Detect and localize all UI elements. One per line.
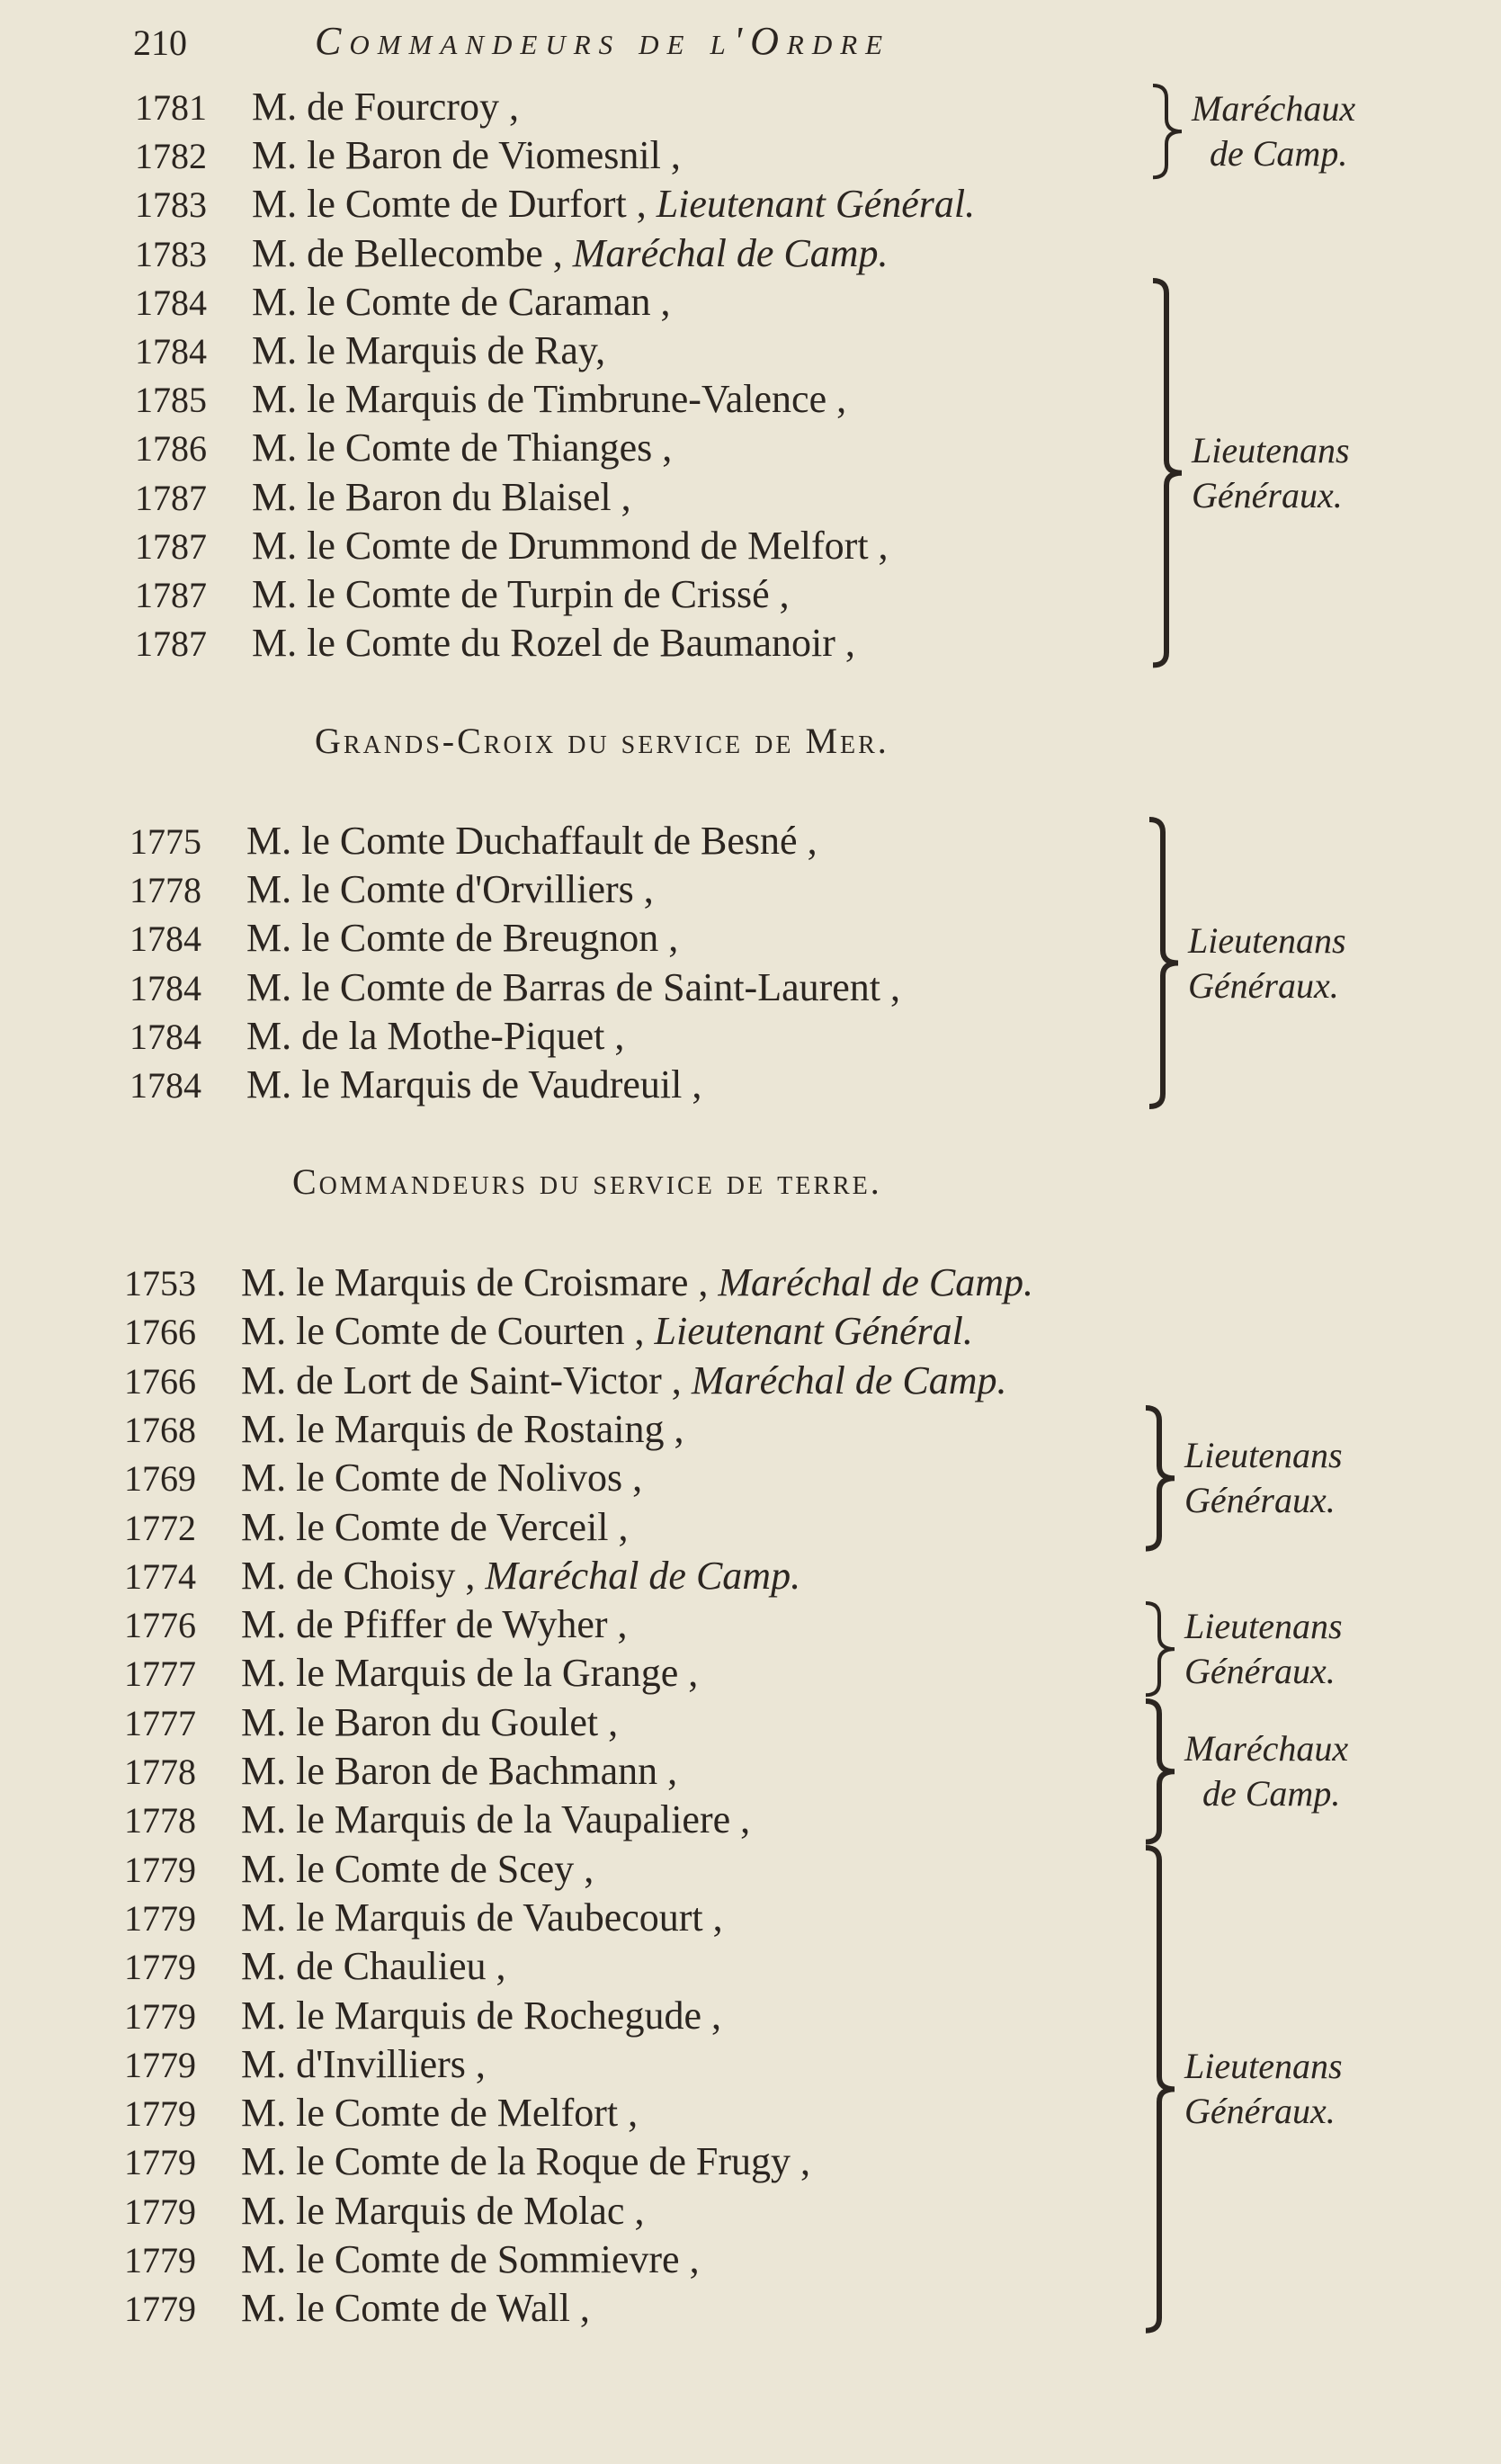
- entry-row: [124, 1357, 1007, 1405]
- brace-icon: [1144, 1848, 1175, 2331]
- entry-row: [135, 522, 889, 570]
- entry-row: [124, 1649, 698, 1698]
- entry-name: M. le Marquis de Croismare ,: [241, 1260, 719, 1304]
- entry-name: M. le Comte de Breugnon ,: [246, 916, 679, 961]
- entry-year: 1777: [124, 1702, 196, 1743]
- entry-year: 1779: [124, 2240, 196, 2280]
- entry-year: 1778: [130, 870, 201, 911]
- entry-row: [135, 229, 889, 278]
- entry-year: 1768: [124, 1409, 196, 1450]
- brace-icon: [1144, 1701, 1175, 1842]
- entry-row: [124, 1845, 594, 1894]
- entry-year: 1779: [124, 2044, 196, 2085]
- entry-year: 1786: [135, 428, 207, 470]
- entry-name: M. de Choisy ,: [241, 1553, 486, 1598]
- entry-name: M. de Chaulieu ,: [241, 1944, 506, 1989]
- entry-name: M. de Lort de Saint-Victor ,: [241, 1357, 692, 1402]
- entry-row: [124, 2089, 638, 2137]
- entry-name: M. le Comte de Wall ,: [241, 2286, 590, 2331]
- entry-name: M. de Bellecombe ,: [252, 230, 573, 275]
- rank-label-line: Généraux.: [1184, 1651, 1336, 1692]
- entry-year: 1778: [124, 1800, 196, 1841]
- entry-row: [130, 963, 900, 1012]
- entry-year: 1779: [124, 2093, 196, 2135]
- entry-rank: Maréchal de Camp.: [718, 1260, 1034, 1304]
- rank-label-line: de Camp.: [1210, 133, 1348, 175]
- entry-year: 1784: [130, 918, 201, 960]
- entry-name: M. le Comte de Verceil ,: [241, 1504, 629, 1549]
- entry-row: [124, 2236, 700, 2284]
- entry-name: M. le Comte de Thianges ,: [252, 426, 673, 470]
- entry-name: M. le Comte de Drummond de Melfort ,: [252, 523, 889, 568]
- entry-row: [124, 1307, 973, 1356]
- entry-row: [124, 2040, 486, 2089]
- entry-name: M. le Comte de Turpin de Crissé ,: [252, 572, 790, 616]
- entry-row: [130, 1061, 701, 1109]
- entry-row: [135, 570, 790, 619]
- entry-rank: Maréchal de Camp.: [485, 1553, 801, 1598]
- brace-rank-label: [1188, 918, 1346, 1008]
- entry-name: M. le Comte du Rozel de Baumanoir ,: [252, 621, 855, 666]
- entry-year: 1783: [135, 233, 207, 274]
- entry-name: M. le Comte de Caraman ,: [252, 279, 671, 324]
- entry-row: [135, 424, 672, 472]
- entry-year: 1779: [124, 1947, 196, 1988]
- entry-row: [124, 1698, 618, 1747]
- entry-year: 1784: [130, 1016, 201, 1057]
- section-heading: Commandeurs du service de terre.: [292, 1161, 882, 1202]
- running-head: Commandeurs de l'Ordre: [315, 19, 891, 63]
- entry-name: M. d'Invilliers ,: [241, 2041, 486, 2086]
- entry-year: 1778: [124, 1752, 196, 1792]
- entry-year: 1787: [135, 575, 207, 615]
- entry-row: [124, 2284, 590, 2333]
- entry-year: 1779: [124, 2191, 196, 2232]
- entry-name: M. le Marquis de Rochegude ,: [241, 1993, 721, 2038]
- entry-year: 1784: [135, 331, 207, 372]
- entry-year: 1782: [135, 136, 207, 177]
- entry-name: M. le Comte de Courten ,: [241, 1309, 655, 1354]
- entry-row: [124, 2187, 644, 2236]
- entry-name: M. le Comte de Nolivos ,: [241, 1456, 643, 1501]
- brace-rank-label: [1184, 1604, 1343, 1694]
- entry-name: M. le Marquis de Timbrune-Valence ,: [252, 377, 847, 422]
- entry-row: [124, 1503, 629, 1552]
- rank-label-line: Lieutenans: [1184, 1435, 1343, 1476]
- entry-year: 1779: [124, 1897, 196, 1939]
- entry-row: [135, 327, 605, 375]
- rank-label-line: Généraux.: [1188, 964, 1339, 1006]
- entry-name: M. le Marquis de la Vaupaliere ,: [241, 1797, 751, 1842]
- entry-year: 1784: [130, 967, 201, 1008]
- rank-label-line: Lieutenans: [1188, 919, 1346, 961]
- entry-row: [135, 278, 671, 327]
- rank-label-line: Généraux.: [1184, 1480, 1336, 1521]
- rank-label-line: Lieutenans: [1184, 1606, 1343, 1647]
- brace-icon: [1144, 1603, 1175, 1695]
- page-number: 210: [133, 22, 187, 63]
- entry-rank: Lieutenant Général.: [656, 182, 976, 227]
- entry-row: [124, 2137, 810, 2186]
- entry-name: M. le Comte de Sommievre ,: [241, 2237, 700, 2281]
- entry-year: 1779: [124, 2289, 196, 2330]
- entry-name: M. le Marquis de Rostaing ,: [241, 1406, 684, 1451]
- entry-name: M. le Baron du Goulet ,: [241, 1699, 619, 1744]
- entry-name: M. le Comte Duchaffault de Besné ,: [246, 819, 818, 863]
- rank-label-line: Généraux.: [1184, 2090, 1336, 2131]
- entry-name: M. le Comte de Barras de Saint-Laurent ,: [246, 964, 901, 1009]
- entry-name: M. le Comte d'Orvilliers ,: [246, 867, 654, 912]
- entry-name: M. le Baron du Blaisel ,: [252, 474, 631, 519]
- brace-rank-label: [1184, 1726, 1348, 1816]
- entry-name: M. le Marquis de Vaubecourt ,: [241, 1895, 723, 1940]
- entry-name: M. le Marquis de Vaudreuil ,: [246, 1062, 702, 1107]
- entry-year: 1779: [124, 1995, 196, 2037]
- entry-row: [135, 83, 519, 131]
- brace-rank-label: [1192, 428, 1350, 518]
- entry-row: [135, 473, 631, 522]
- entry-row: [124, 1600, 628, 1649]
- rank-label-line: Lieutenans: [1192, 429, 1350, 470]
- rank-label-line: Maréchaux: [1184, 1728, 1349, 1769]
- rank-label-line: Maréchaux: [1192, 88, 1356, 130]
- entry-name: M. le Marquis de Molac ,: [241, 2188, 645, 2233]
- entry-name: M. le Baron de Viomesnil ,: [252, 133, 681, 178]
- entry-name: M. le Comte de Scey ,: [241, 1846, 594, 1891]
- entry-row: [124, 1454, 642, 1502]
- entry-name: M. de Fourcroy ,: [252, 85, 519, 129]
- rank-label-line: Lieutenans: [1184, 2045, 1343, 2086]
- brace-rank-label: [1184, 1433, 1343, 1523]
- entry-name: M. de la Mothe-Piquet ,: [246, 1013, 625, 1058]
- entry-row: [130, 914, 678, 963]
- entry-name: M. le Marquis de Ray,: [252, 328, 606, 372]
- entry-row: [124, 1942, 506, 1991]
- entry-rank: Maréchal de Camp.: [572, 230, 889, 275]
- entry-row: [124, 1259, 1033, 1307]
- entry-row: [124, 1747, 677, 1796]
- entry-year: 1787: [135, 525, 207, 567]
- entry-row: [124, 1992, 721, 2040]
- entry-row: [124, 1894, 723, 1942]
- entry-year: 1776: [124, 1605, 196, 1646]
- entry-row: [130, 817, 818, 865]
- entry-year: 1769: [124, 1458, 196, 1500]
- entry-name: M. le Comte de Melfort ,: [241, 2091, 639, 2136]
- entry-year: 1779: [124, 2142, 196, 2183]
- entry-row: [135, 619, 855, 668]
- entry-row: [135, 180, 975, 228]
- entry-name: M. de Pfiffer de Wyher ,: [241, 1602, 628, 1647]
- entry-year: 1772: [124, 1507, 196, 1548]
- entry-row: [124, 1405, 684, 1454]
- entry-row: [135, 375, 846, 424]
- entry-year: 1779: [124, 1849, 196, 1890]
- entry-row: [130, 1012, 624, 1061]
- entry-rank: Maréchal de Camp.: [691, 1357, 1007, 1402]
- entry-year: 1785: [135, 380, 207, 421]
- entry-name: M. le Baron de Bachmann ,: [241, 1749, 678, 1793]
- entry-row: [124, 1552, 800, 1600]
- entry-year: 1774: [124, 1555, 196, 1597]
- entry-year: 1781: [135, 87, 207, 128]
- brace-rank-label: [1184, 2044, 1343, 2134]
- entry-name: M. le Comte de Durfort ,: [252, 182, 657, 227]
- entry-row: [135, 131, 681, 180]
- entry-year: 1784: [135, 282, 207, 323]
- entry-year: 1753: [124, 1263, 196, 1304]
- brace-icon: [1148, 820, 1178, 1107]
- entry-year: 1783: [135, 184, 207, 226]
- brace-icon: [1144, 1408, 1175, 1549]
- entry-year: 1775: [130, 821, 201, 862]
- entry-year: 1784: [130, 1065, 201, 1106]
- entry-year: 1787: [135, 623, 207, 665]
- entry-year: 1787: [135, 477, 207, 518]
- section-heading: Grands-Croix du service de Mer.: [315, 721, 889, 761]
- rank-label-line: de Camp.: [1202, 1773, 1341, 1814]
- entry-year: 1766: [124, 1360, 196, 1402]
- entry-name: M. le Comte de la Roque de Frugy ,: [241, 2139, 811, 2184]
- entry-name: M. le Marquis de la Grange ,: [241, 1651, 699, 1696]
- entry-rank: Lieutenant Général.: [654, 1309, 973, 1354]
- rank-label-line: Généraux.: [1192, 474, 1343, 515]
- entry-year: 1766: [124, 1312, 196, 1353]
- entry-year: 1777: [124, 1653, 196, 1695]
- entry-row: [130, 865, 654, 914]
- entry-row: [124, 1796, 750, 1844]
- brace-icon: [1151, 281, 1182, 665]
- brace-icon: [1151, 85, 1182, 177]
- brace-rank-label: [1192, 86, 1355, 176]
